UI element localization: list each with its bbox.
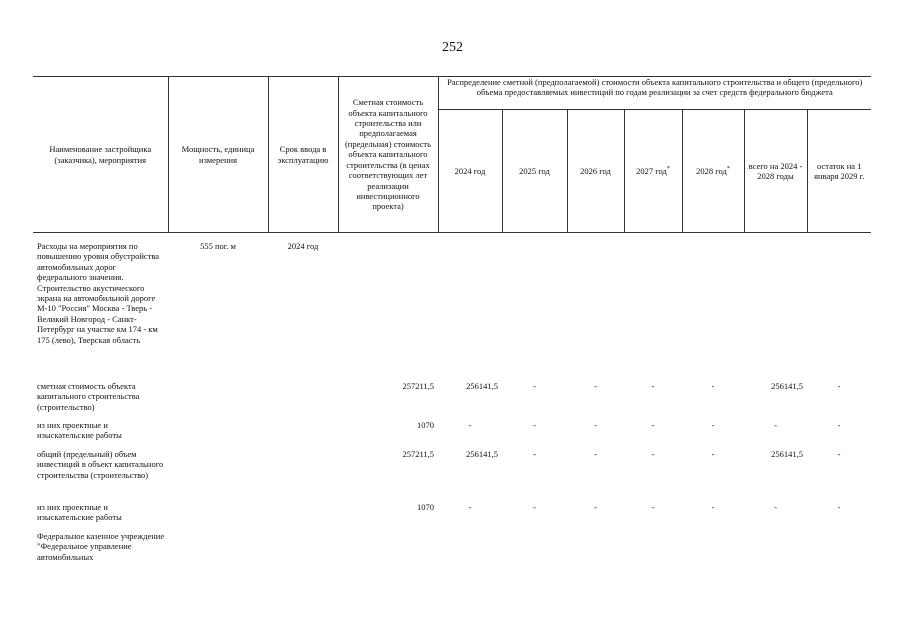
row-cost: 1070 [417,420,434,430]
table-row [33,241,871,381]
table-header [33,77,871,233]
header-year-2028-label: 2028 год [696,165,727,176]
row-2027 [624,531,682,571]
row-total: 256141,5 [771,449,803,459]
header-year-2025: 2025 год [502,110,567,233]
row-commission [268,381,338,420]
row-capacity [168,531,268,571]
row-2026: - [594,449,597,459]
row-capacity [168,449,268,502]
row-commission [268,502,338,531]
row-2025 [502,531,567,571]
asterisk-2027: * [666,165,670,172]
header-remainder: остаток на 1 января 2029 г. [807,110,871,233]
row-2027: - [651,449,655,459]
row-2026 [567,241,624,381]
row-commission [268,420,338,449]
row-2024 [438,531,502,571]
row-cost [338,241,438,381]
row-commission: 2024 год [287,241,319,251]
table-row [33,449,871,502]
row-cost: 257211,5 [402,449,434,459]
row-2028: - [711,449,715,459]
row-2026 [567,531,624,571]
header-year-2024: 2024 год [438,110,502,233]
row-name: сметная стоимость объекта капитального строительства (строительство) [37,381,140,412]
table-body [33,233,871,572]
row-remainder: - [837,381,841,391]
row-capacity [168,381,268,420]
row-2026: - [594,420,597,430]
row-total: - [774,420,777,430]
row-2024: - [468,420,472,430]
header-capacity: Мощность, единица измерения [168,77,268,233]
header-year-2026: 2026 год [567,110,624,233]
row-2028: - [711,381,715,391]
row-remainder: - [837,502,841,512]
row-total: 256141,5 [771,381,803,391]
header-year-2027-label: 2027 год [636,165,667,176]
header-year-2027 [624,110,682,233]
row-2027: - [651,420,655,430]
row-cost: 1070 [417,502,434,512]
row-2026: - [594,381,597,391]
header-year-2028 [682,110,744,233]
row-2024: - [468,502,472,512]
investment-table [33,76,871,571]
row-2025: - [533,449,536,459]
row-commission [268,449,338,502]
row-total [744,531,807,571]
row-commission [268,531,338,571]
row-2026: - [594,502,597,512]
row-remainder [807,241,871,381]
row-2028 [682,531,744,571]
header-name: Наименование застройщика (заказчика), мероприятия [33,77,168,233]
header-estimated-cost: Сметная стоимость объекта капитального строительства или предполагаемая (предельная) стоимость объекта капитального строительства (в ценах соответствующих лет реализации инвестиционного проекта) [338,77,438,233]
row-2025: - [533,502,536,512]
table-row [33,420,871,449]
row-capacity [168,420,268,449]
row-capacity: 555 пог. м [200,241,236,251]
row-remainder [807,531,871,571]
row-2028: - [711,502,715,512]
table-row [33,381,871,420]
row-name: Расходы на мероприятия по повышению уровня обустройства автомобильных дорог федерального значения. Строительство акустического экрана на автомобильной дороге М-10 "Россия" Москва - Тверь - Великий Новгород - Санкт-Петербург на участке км 174 - км 175 (лево), Тверская область [37,241,160,345]
header-total: всего на 2024 - 2028 годы [744,110,807,233]
row-2025 [502,241,567,381]
row-name: из них проектные и изыскательские работы [37,420,122,441]
row-2027: - [651,381,655,391]
row-capacity [168,502,268,531]
row-total [744,241,807,381]
row-total: - [774,502,777,512]
page-number: 252 [442,40,463,55]
header-distribution: Распределение сметной (предполагаемой) стоимости объекта капитального строительства и общего (предельного) объема предоставляемых инвестиций по годам реализации за счет средств федерального бюджета [438,77,871,110]
row-2024: 256141,5 [466,381,498,391]
row-2028 [682,241,744,381]
row-name: общий (предельный) объем инвестиций в объект капитального строительства (строительство) [37,449,164,480]
row-remainder: - [837,420,841,430]
row-2025: - [533,381,536,391]
table-row [33,502,871,531]
row-2024: 256141,5 [466,449,498,459]
table-row [33,531,871,571]
row-name: Федеральное казенное учреждение "Федеральное управление автомобильных [37,531,165,562]
row-2028: - [711,420,715,430]
row-cost [338,531,438,571]
row-name: из них проектные и изыскательские работы [37,502,122,523]
row-2027: - [651,502,655,512]
row-2027 [624,241,682,381]
row-2025: - [533,420,536,430]
header-commission: Срок ввода в эксплуатацию [268,77,338,233]
asterisk-2028: * [726,165,730,172]
row-cost: 257211,5 [402,381,434,391]
row-2024 [438,241,502,381]
row-remainder: - [837,449,841,459]
